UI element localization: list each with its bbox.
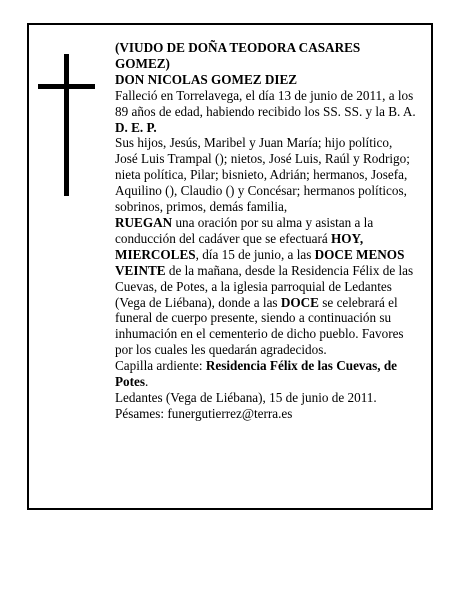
ruegan-word: RUEGAN [115, 214, 173, 230]
cross-horizontal-bar [38, 84, 95, 89]
chapel-line [115, 358, 417, 390]
death-info: Falleció en Torrelavega, el día 13 de junio de 2011, a los 89 años de edad, habiendo recibido los SS. SS. y la B. A. [115, 87, 416, 119]
chapel-place: Residencia Félix de las Cuevas, de Potes [115, 358, 398, 390]
request-text-1: una oración por su alma y asistan a la conducción del cadáver que se efectuará [115, 214, 374, 246]
request-text-3: de la mañana, desde la Residencia Félix de las Cuevas, de Potes, a la iglesia parroquial de Ledantes (Vega de Liébana), donde a las [115, 262, 414, 310]
request-text-2: , día 15 de junio, a las [195, 246, 315, 262]
deceased-name: DON NICOLAS GOMEZ DIEZ [115, 71, 298, 87]
funeral-request [115, 215, 417, 358]
obituary-text [115, 40, 417, 422]
request-time-2: DOCE [280, 294, 319, 310]
family-list: Sus hijos, Jesús, Maribel y Juan María; hijo político, José Luis Trampal (); nietos, José Luis, Raúl y Rodrigo; nieta política, Pilar; bisnieto, Adrián; hermanos, Josefa, Aquilino (), Claudio () y Concésar; hermanos políticos, sobrinos, primos, demás familia, [115, 135, 410, 215]
chapel-label: Capilla ardiente: [115, 358, 206, 374]
request-day: HOY, MIERCOLES [115, 230, 364, 262]
chapel-end: . [145, 374, 149, 390]
condolences: Pésames: funergutierrez@terra.es [115, 405, 293, 421]
cross-vertical-bar [64, 54, 69, 196]
widow-line: (VIUDO DE DOÑA TEODORA CASARES GOMEZ) [115, 40, 361, 71]
request-text-4: se celebrará el funeral de cuerpo presente, siendo a continuación su inhumación en el cementerio de dicho pueblo. Favores por los cuales les quedarán agradecidos. [115, 294, 404, 358]
dep-line: D. E. P. [115, 119, 157, 135]
request-time-1: DOCE MENOS VEINTE [115, 246, 405, 278]
place-date: Ledantes (Vega de Liébana), 15 de junio de 2011. [115, 389, 377, 405]
